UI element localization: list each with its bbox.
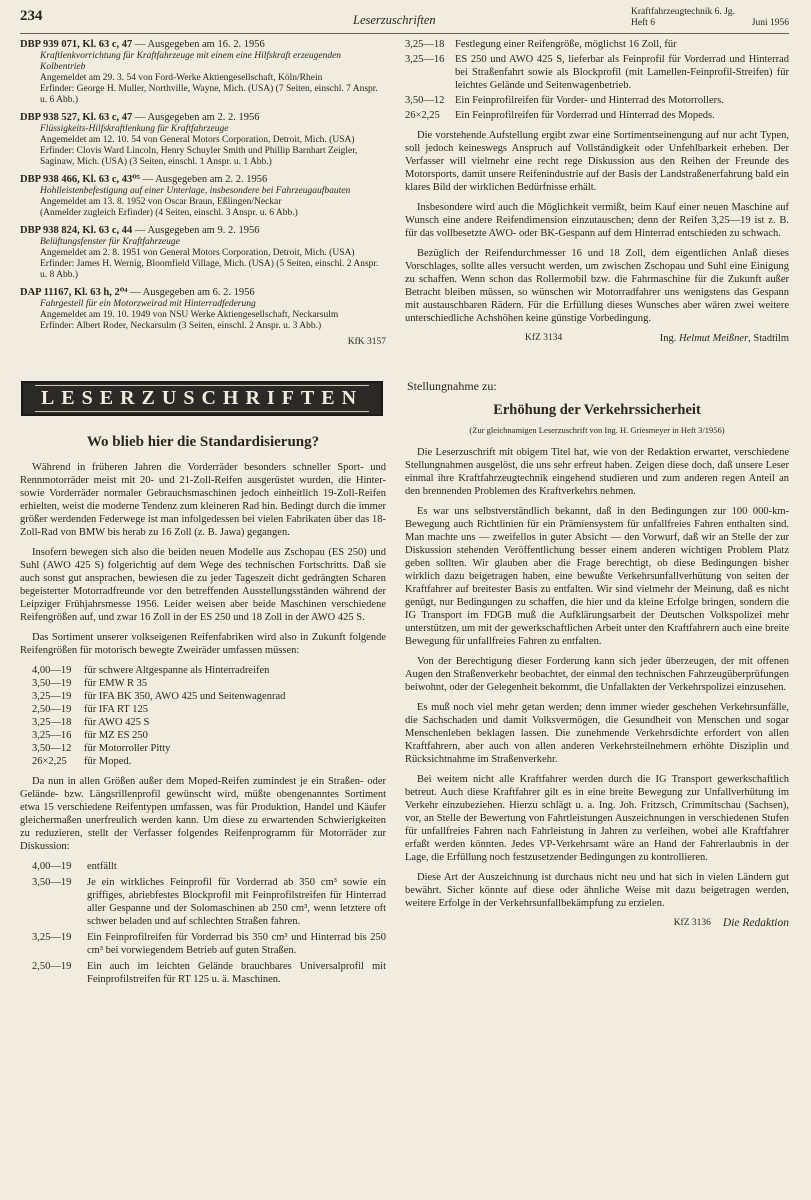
patent-title: Kraftlenkvorrichtung für Kraftfahrzeuge mit einem eine Hilfskraft erzeugenden Kolbentrieb <box>40 51 342 72</box>
tire-size: 4,00—19 <box>32 861 72 872</box>
running-title: Leserzuschriften <box>353 13 436 27</box>
response-code: KfZ 3136 <box>673 918 711 928</box>
tire-size: 3,50—12 <box>405 95 445 106</box>
paragraph: Da nun in allen Größen außer dem Moped-Reifen zumindest je ein Straßen- oder Gelände- bzw. Längsrillenprofil gewünscht wird, müßte obengenanntes Sortiment etwa 15 verschiedene Reifentypen umfassen, was für Produktion, Handel und Käufer gleichermaßen unerfreulich werden kann. Um diese zu erwartenden Schwierigkeiten zu reduzieren, stellt der Verfasser folgendes Reifenprogramm für Motorräder zur Diskussion: <box>20 776 386 852</box>
tire-size: 3,25—18 <box>405 39 445 50</box>
patent-detail: Angemeldet am 2. 8. 1951 von General Motors Corporation, Detroit, Mich. (USA) <box>40 248 355 258</box>
patent-heading <box>20 286 386 299</box>
journal-name: Kraftfahrzeugtechnik 6. Jg. <box>631 7 735 17</box>
left-column <box>20 38 386 992</box>
tire-size: 3,25—16 <box>32 730 72 741</box>
tire-size: 3,50—19 <box>32 877 72 888</box>
patent-entry <box>20 173 386 219</box>
patent-number: DBP 939 071, <box>20 39 80 50</box>
journal-info <box>631 7 789 28</box>
page-number: 234 <box>20 8 43 24</box>
patent-heading <box>20 38 386 51</box>
paragraph: Von der Berechtigung dieser Forderung kann sich jeder überzeugen, der mit offenen Augen den Straßenverkehr beobachtet, der einmal den technischen Fahrzeugüberprüfungen beiwohnt, oder der Gelegenheit bekommt, die Unfallakten der Verkehrspolizei einzusehen. <box>405 656 789 693</box>
response-label: Stellungnahme zu: <box>407 379 497 393</box>
patent-detail: Erfinder: George H. Muller, Northville, Wayne, Mich. (USA) (7 Seiten, einschl. 7 Anspr. u. 6 Abb.) <box>40 84 378 105</box>
paragraph: Insofern bewegen sich also die beiden neuen Modelle aus Zschopau (ES 250) und Suhl (AWO 425 S) folgerichtig auf dem Wege des technischen Fortschritts. Daß sie auch sonst gut ansprachen, bewiesen die zu jeder Tageszeit dicht gedrängten Scharen begeisterter Motorradfreunde vor den betreffenden Ausstellungsständen während der Leipziger Frühjahrsmesse 1956. Leider weisen aber beide Maschinen verschiedene Reifengrößen auf, und zwar 16 Zoll in der ES 250 und 18 Zoll in der AWO 425 S. <box>20 547 386 623</box>
tire-description: für IFA RT 125 <box>84 704 149 715</box>
paragraph: Die Leserzuschrift mit obigem Titel hat, wie von der Redaktion erwartet, verschiedene Stellungnahmen ausgelöst, die uns sehr erfreut haben. Zeigen diese doch, daß unsere Leser einmal ihre Kraftfahrzeugtechnik eingehend studieren und zum anderen regen Anteil an den brennenden Problemen des Kraftverkehrs nehmen. <box>405 447 789 497</box>
patent-class: Kl. 63 c, 44 <box>82 225 133 236</box>
paragraph: Diese Art der Auszeichnung ist durchaus nicht neu und hat sich in vielen Ländern gut bewährt. Sicher könnte auf diese oder ähnliche Weise mit dazu beigetragen werden, weitere Erfolge in der Verkehrsunfallbekämpfung zu erzielen. <box>405 872 789 909</box>
tire-size: 2,50—19 <box>32 704 72 715</box>
tire-size: 3,25—16 <box>405 54 445 65</box>
list-item <box>32 960 386 986</box>
author-name: Helmut Meißner <box>679 333 749 344</box>
response-signature <box>405 917 789 930</box>
tire-description: Festlegung einer Reifengröße, möglichst 16 Zoll, für <box>455 39 677 50</box>
article-signature <box>405 332 789 345</box>
patents-reference: KfK 3157 <box>347 337 386 347</box>
list-item <box>32 931 386 957</box>
list-item <box>32 664 386 677</box>
list-item <box>405 94 789 107</box>
tire-size: 3,50—12 <box>32 743 72 754</box>
paragraph: Bezüglich der Reifendurchmesser 16 und 18 Zoll, dem eigentlichen Anlaß dieses Vorschlages, sollte alles versucht werden, um zwischen Zschopau und Suhl eine Einigung zu schaffen. Wenn schon das Rollermobil bzw. die Fahrmaschine für die Zukunft außer Betracht bleiben müssen, so wünschen wir Motorradfahrer uns wenigstens das Gespann mit austauschbaren Rädern. Für die Erfüllung dieses Wunsches aber wären zwei weitere unterschiedliche Achshöhen keine günstige Vorbedingung. <box>405 248 789 324</box>
patent-list <box>20 38 386 332</box>
paragraph: Die vorstehende Aufstellung ergibt zwar eine Sortimentseinengung auf nur acht Typen, soll jedoch keineswegs Anspruch auf Vollständigkeit oder Unfehlbarkeit erheben. Der Verfasser will vielmehr eine recht rege Diskussion aus den Reihen der Freunde des Motorsports, damit unsere Reifenindustrie auf der Basis der Landstraßenerfahrung bald ein klares Bild der wirklichen Bedürfnisse erhält. <box>405 130 789 193</box>
list-item <box>32 742 386 755</box>
right-column <box>405 38 789 930</box>
tire-description: für schwere Altgespanne als Hinterradreifen <box>84 665 270 676</box>
patent-detail: Erfinder: James H. Wernig, Bloomfield Village, Mich. (USA) (5 Seiten, einschl. 2 Anspr. u. 8 Abb.) <box>40 259 379 280</box>
tire-program-list <box>32 860 386 986</box>
list-item <box>32 860 386 873</box>
tire-description: für MZ ES 250 <box>84 730 148 741</box>
list-item <box>405 109 789 122</box>
author <box>660 332 789 345</box>
patent-issued: — Ausgegeben am 2. 2. 1956 <box>134 112 260 123</box>
list-item <box>32 876 386 928</box>
tire-description: für AWO 425 S <box>84 717 150 728</box>
patent-issued: — Ausgegeben am 16. 2. 1956 <box>134 39 265 50</box>
paragraph: Bei weitem nicht alle Kraftfahrer werden durch die IG Transport gewerkschaftlich betreut. Auch diese Kraftfahrer gilt es in eine breite Bewegung zur Unfallverhütung im Verkehr einzubeziehen. Hierzu schlägt u. a. Ing. Joh. Fritzsch, Crimmitschau (Sachsen), vor, an Stelle der Bewertung von Fahrtleistungen Auszeichnungen in verschiedenen Stufen für unfallfreies Fahren nach Fahrleistung in Jahren zu verleihen, wobei alle Kraftfahrer erfaßt werden könnten. Jedes VP-Verkehrsamt wäre an Hand der Fahrerlaubnis in der Lage, die Erfüllung noch festzusetzender Bedingungen zu kontrollieren. <box>405 774 789 863</box>
patent-number: DBP 938 824, <box>20 225 80 236</box>
patent-entry <box>20 38 386 106</box>
paragraph: Das Sortiment unserer volkseigenen Reifenfabriken wird also in Zukunft folgende Reifengrößen für motorisch bewegte Zweiräder umfassen müssen: <box>20 632 386 656</box>
patent-number: DBP 938 527, <box>20 112 80 123</box>
paragraph: Es muß noch viel mehr getan werden; denn immer wieder geschehen Verkehrsunfälle, die Sachschaden und damit Volksvermögen, die Gesundheit von Menschen und sogar Menschenleben beklagen lassen. Die zunehmende Verkehrsdichte erfordert von allen Kraftfahrern, aber auch von allen anderen Verkehrsteilnehmern erhöhte Disziplin und Rücksichtnahme im Straßenverkehr. <box>405 702 789 765</box>
patent-title: Belüftungsfenster für Kraftfahrzeuge <box>40 237 180 247</box>
patent-issued: — Ausgegeben am 2. 2. 1956 <box>142 174 268 185</box>
patent-heading <box>20 224 386 237</box>
tire-description: ES 250 und AWO 425 S, lieferbar als Feinprofil für Vorderrad und Hinterrad bei Straßenfahrt sowie als Blockprofil (mit Lamellen-Feinprofil-Streifen) für leichtes Gelände und Seitenwagenbetrieb. <box>455 54 789 91</box>
tire-description: für IFA BK 350, AWO 425 und Seitenwagenrad <box>84 691 286 702</box>
tire-size: 3,50—19 <box>32 678 72 689</box>
tire-description: Ein Feinprofilreifen für Vorderrad bis 350 cm³ und Hinterrad bis 250 cm³ bei vorwiegendem Betrieb auf guten Straßen. <box>87 932 386 956</box>
author-place: , Stadtilm <box>748 333 789 344</box>
patent-title: Fahrgestell für ein Motorzweirad mit Hinterradfederung <box>40 299 256 309</box>
tire-size: 3,25—19 <box>32 691 72 702</box>
tire-description: entfällt <box>87 861 117 872</box>
author-prefix: Ing. <box>659 333 677 344</box>
section-banner <box>21 381 383 416</box>
tire-description: Ein auch im leichten Gelände brauchbares Universalprofil mit Feinprofilstreifen für RT 125 u. ä. Maschinen. <box>87 961 386 985</box>
patent-heading <box>20 173 386 186</box>
tire-size: 3,25—19 <box>32 932 72 943</box>
banner-text: LESERZUSCHRIFTEN <box>35 385 369 412</box>
tire-size: 4,00—19 <box>32 665 72 676</box>
patent-detail: Angemeldet am 13. 8. 1952 von Oscar Braun, Eßlingen/Neckar <box>40 197 282 207</box>
content-columns <box>20 34 789 1194</box>
response-signer: Die Redaktion <box>722 917 789 929</box>
tire-size: 2,50—19 <box>32 961 72 972</box>
patent-detail: Angemeldet am 29. 3. 54 von Ford-Werke Aktiengesellschaft, Köln/Rhein <box>40 73 323 83</box>
tire-program-continued <box>405 38 789 122</box>
patent-heading <box>20 111 386 124</box>
patent-detail: Erfinder: Albert Roder, Neckarsulm (3 Seiten, einschl. 2 Anspr. u. 3 Abb.) <box>40 321 322 331</box>
paragraph: Während in früheren Jahren die Vorderräder besonders schneller Sport- und Rennmotorräder meist mit 20- und 21-Zoll-Reifen ausgerüstet wurden, die Hinter- sowie Vorderräder normaler Gebrauchsmaschinen jedoch einheitlich 19-Zoll-Reifen erhielten, weist die moderne Tendenz zum kleineren Rad hin. Bedingt durch die immer größer werdenden Federwege ist man infolgedessen bei vielen Fabrikaten über das 18-Zoll-Rad von BMW bis herab zu 16 Zoll (z. B. Jawa) gegangen. <box>20 462 386 538</box>
tire-size: 26×2,25 <box>32 756 67 767</box>
response-title: Erhöhung der Verkehrssicherheit <box>493 402 701 418</box>
journal-issue: Heft 6 <box>631 17 656 28</box>
list-item <box>32 716 386 729</box>
patent-detail: Angemeldet am 12. 10. 54 von General Motors Corporation, Detroit, Mich. (USA) <box>40 135 355 145</box>
patent-number: DBP 938 466, <box>20 174 80 185</box>
patent-title: Hohlleistenbefestigung auf einer Unterlage, insbesondere bei Fahrzeugaufbauten <box>40 186 351 196</box>
list-item <box>32 755 386 768</box>
patent-detail: Angemeldet am 19. 10. 1949 von NSU Werke Aktiengesellschaft, Neckarsulm <box>40 310 339 320</box>
tire-description: Ein Feinprofilreifen für Vorderrad und Hinterrad des Mopeds. <box>455 110 715 121</box>
patent-class: Kl. 63 c, 47 <box>82 39 133 50</box>
patent-class: Kl. 63 c, 47 <box>82 112 133 123</box>
patent-detail: Erfinder: Clovis Ward Lincoln, Henry Schuyler Smith und Phillip Barnhart Zeigler, Saginaw, Mich. (USA) (3 Seiten, einschl. 1 Anspr. u. 1 Abb.) <box>40 146 358 167</box>
tire-size-list <box>32 664 386 768</box>
page-header <box>20 6 789 34</box>
tire-size: 26×2,25 <box>405 110 440 121</box>
patent-class: Kl. 63 h, 2⁰⁴ <box>73 287 128 298</box>
journal-date: Juni 1956 <box>751 17 789 28</box>
patent-issued: — Ausgegeben am 6. 2. 1956 <box>130 287 255 298</box>
article-code: KfZ 3134 <box>525 333 563 343</box>
list-item <box>32 677 386 690</box>
article-title: Wo blieb hier die Standardisierung? <box>86 434 320 450</box>
patent-entry <box>20 286 386 332</box>
list-item <box>32 690 386 703</box>
list-item <box>32 703 386 716</box>
tire-description: Je ein wirkliches Feinprofil für Vorderrad ab 350 cm³ sowie ein griffiges, abriebfestes Blockprofil mit Feinprofilstreifen für Hinterrad aller Gespanne und der Solomaschinen ab 250 cm³, wenn letztere oft schwer beladen und auf schlechten Straßen fahren. <box>87 877 386 927</box>
list-item <box>32 729 386 742</box>
list-item <box>405 38 789 51</box>
patent-number: DAP 11167, <box>20 287 72 298</box>
patent-issued: — Ausgegeben am 9. 2. 1956 <box>134 225 260 236</box>
patent-entry <box>20 111 386 168</box>
tire-description: für EMW R 35 <box>84 678 148 689</box>
paragraph: Insbesondere wird auch die Möglichkeit vermißt, beim Kauf einer neuen Maschine auf Wunsch eine andere Reifendimension einzutauschen; denn der Reifen 3,25—19 ist z. B. für das vollbesetzte AWO- oder BK-Gespann auf dem Hinterrad entschieden zu schwach. <box>405 202 789 239</box>
patent-entry <box>20 224 386 281</box>
tire-description: für Motorroller Pitty <box>84 743 171 754</box>
tire-description: Ein Feinprofilreifen für Vorder- und Hinterrad des Motorrollers. <box>455 95 724 106</box>
response-subtitle: (Zur gleichnamigen Leserzuschrift von Ing. H. Griesmeyer in Heft 3/1956) <box>469 425 725 435</box>
patent-class: Kl. 63 c, 43⁰⁵ <box>82 174 141 185</box>
paragraph: Es war uns selbstverständlich bekannt, daß in den Bedingungen zur 100 000-km-Bewegung auch Richtlinien für ein Prämiensystem für unfallfreies Fahren enthalten sind. Man machte uns — zweifellos in guter Absicht — den Vorwurf, daß wir an Stelle der zur Diskussion stehenden Veröffentlichung besser einem anderen wichtigen Problem Platz geben sollten. Wir glauben aber die Frage berechtigt, ob diese Bedingungen bisher wirklich dazu beigetragen haben, eine bewußte Verkehrsunfallverhütung von seiten der Kraftfahrer auf breitester Basis zu entfalten. Wir sind vielmehr der Meinung, daß es nicht genügt, nur Bedingungen zu schaffen, die hier und da kleine Erfolge bringen, sondern die IG Transport im FDGB muß die Aufklärungsarbeit der Deutschen Volkspolizei mehr unterstützen, um mit der gewerkschaftlichen Arbeit unter den Kraftfahrern auch eine breite Bewegung für unfallfreies Fahren zu entfalten. <box>405 506 789 647</box>
patent-title: Flüssigkeits-Hilfskraftlenkung für Kraftfahrzeuge <box>40 124 229 134</box>
tire-size: 3,25—18 <box>32 717 72 728</box>
patent-detail: (Anmelder zugleich Erfinder) (4 Seiten, einschl. 3 Anspr. u. 6 Abb.) <box>40 208 298 218</box>
list-item <box>405 53 789 92</box>
tire-description: für Moped. <box>84 756 132 767</box>
